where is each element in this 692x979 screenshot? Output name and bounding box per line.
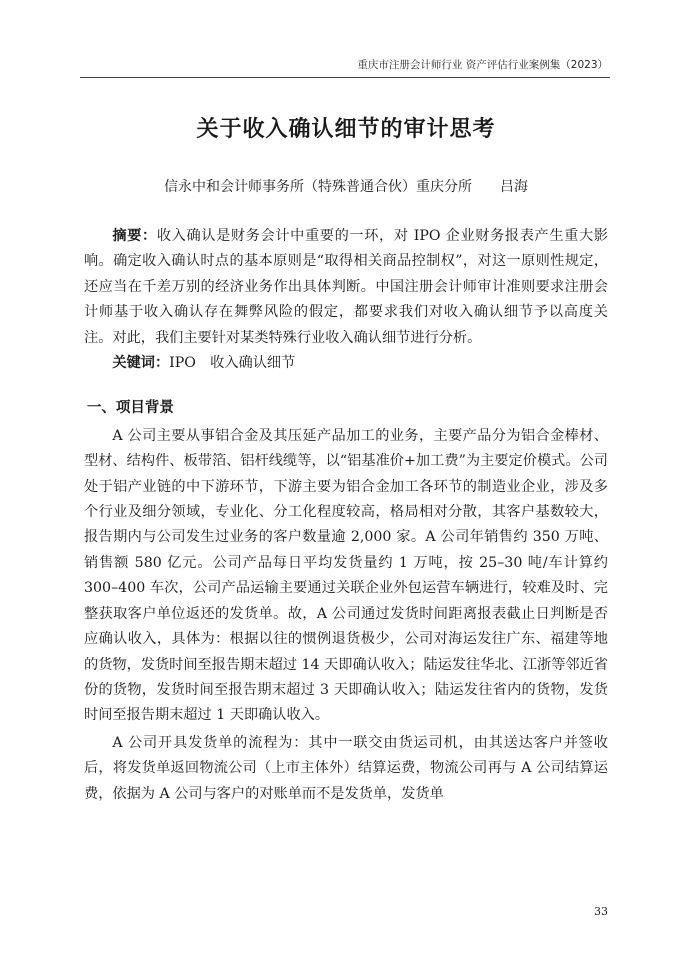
running-header: 重庆市注册会计师行业 资产评估行业案例集（2023） <box>357 59 608 71</box>
abstract-label: 摘要： <box>112 228 157 244</box>
abstract-text: 收入确认是财务会计中重要的一环，对 IPO 企业财务报表产生重大影响。确定收入确认时点的基本原则是“取得相关商品控制权”，对这一原则性规定，还应当在千差万别的经济业务作出具体判断。中国注册会计师审计准则要求注册会计师基于收入确认存在舞弊风险的假定，都要求我们对收入确认细节予以高度关注。对此，我们主要针对某类特殊行业收入确认细节进行分析。 <box>84 228 608 346</box>
page-number: 33 <box>594 905 608 918</box>
abstract <box>84 224 608 351</box>
section-heading: 一、项目背景 <box>86 400 174 417</box>
keywords-label: 关键词： <box>112 355 170 372</box>
header-rule <box>80 77 610 78</box>
body-paragraph: A 公司开具发货单的流程为：其中一联交由货运司机，由其送达客户并签收后，将发货单返回物流公司（上市主体外）结算运费，物流公司再与 A 公司结算运费，依据为 A 公司与客户的对账单而不是发货单，发货单 <box>84 734 608 802</box>
byline <box>0 176 692 196</box>
author-name: 吕海 <box>500 179 528 195</box>
article-title: 关于收入确认细节的审计思考 <box>196 116 496 142</box>
body-paragraph: A 公司主要从事铝合金及其压延产品加工的业务，主要产品分为铝合金棒材、型材、结构件、板带箔、铝杆线缆等，以“铝基准价+加工费”为主要定价模式。公司处于铝产业链的中下游环节，下游主要为铝合金加工各环节的制造业企业，涉及多个行业及细分领域，专业化、分工化程度较高，格局相对分散，其客户基数较大，报告期内与公司发生过业务的客户数量逾 2,000 家。A 公司年销售约 350 万吨、销售额 580 亿元。公司产品每日平均发货量约 1 万吨，按 25–30 吨/车计算约 300–400 车次，公司产品运输主要通过关联企业外包运营车辆进行，较难及时、完整获取客户单位返还的发货单。故，A 公司通过发货时间距离报表截止日判断是否应确认收入，具体为：根据以往的惯例退货极少，公司对海运发往广东、福建等地的货物，发货时间至报告期末超过 14 天即确认收入；陆运发往华北、江浙等邻近省份的货物，发货时间至报告期末超过 3 天即确认收入；陆运发往省内的货物，发货时间至报告期末超过 1 天即确认收入。 <box>84 427 608 724</box>
author-affiliation: 信永中和会计师事务所（特殊普通合伙）重庆分所 <box>164 179 472 195</box>
keywords <box>84 351 608 376</box>
article-body <box>84 224 608 807</box>
keywords-text: IPO 收入确认细节 <box>169 355 296 372</box>
